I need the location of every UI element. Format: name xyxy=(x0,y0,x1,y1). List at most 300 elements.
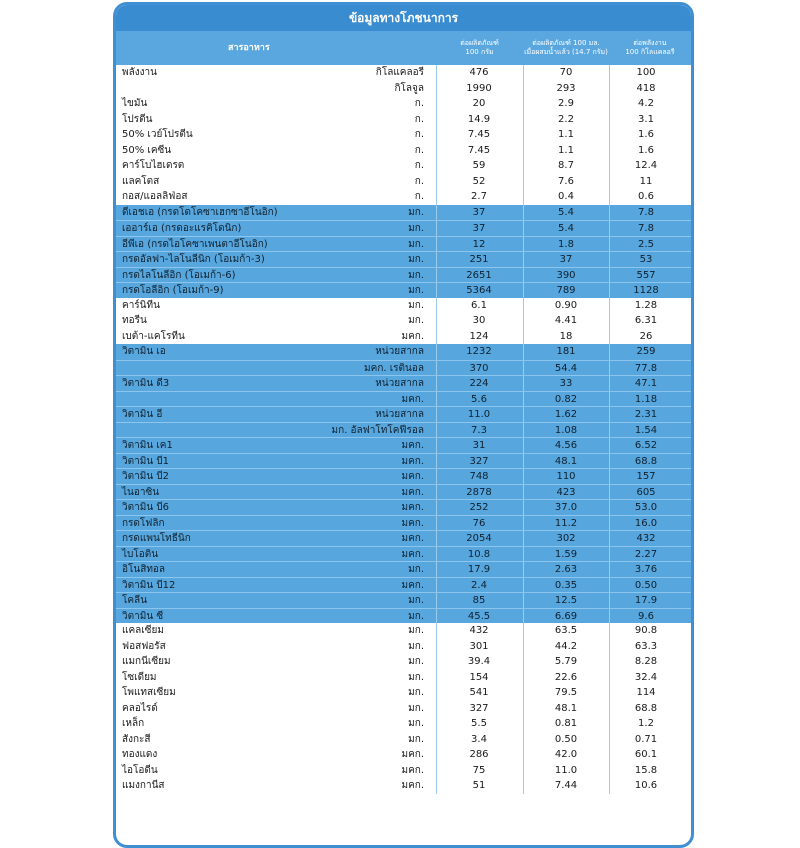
value-per-100ml: 1.59 xyxy=(554,548,578,560)
header-per-100kcal xyxy=(609,31,691,65)
nutrient-name: แมงกานีส xyxy=(122,780,165,791)
column-divider xyxy=(523,438,524,453)
column-divider xyxy=(609,174,610,190)
column-divider xyxy=(609,313,610,329)
value-per-100g: 5.5 xyxy=(471,718,487,729)
table-row xyxy=(116,236,691,252)
column-divider xyxy=(523,562,524,577)
value-per-100g: 124 xyxy=(469,330,489,342)
value-per-100g: 327 xyxy=(469,455,489,467)
column-divider xyxy=(609,65,610,81)
value-per-100g: 7.3 xyxy=(471,424,487,436)
value-per-100kcal: 1.28 xyxy=(634,299,658,311)
value-per-100ml: 1.62 xyxy=(554,409,578,420)
value-per-100kcal: 1.6 xyxy=(638,144,654,156)
column-divider xyxy=(436,158,437,174)
column-divider xyxy=(436,189,437,205)
nutrient-unit: มก. xyxy=(408,610,424,622)
table-row xyxy=(116,639,691,655)
nutrient-unit: มก. xyxy=(408,718,424,729)
table-row xyxy=(116,546,691,562)
nutrient-name: โปรตีน xyxy=(122,113,153,125)
nutrient-name: แมกนีเซียม xyxy=(122,656,171,667)
value-per-100ml: 7.6 xyxy=(558,175,574,187)
header-col2-line2: เมื่อผสมน้ำแล้ว (14.7 กรัม) xyxy=(524,48,608,56)
value-per-100kcal: 7.8 xyxy=(638,206,654,218)
nutrient-unit: มคก. เรตินอล xyxy=(364,362,424,374)
column-divider xyxy=(436,268,437,283)
column-divider xyxy=(436,670,437,686)
panel-title: ข้อมูลทางโภชนาการ xyxy=(116,5,691,31)
value-per-100ml: 110 xyxy=(556,471,576,482)
value-per-100g: 20 xyxy=(472,98,486,109)
value-per-100ml: 11.0 xyxy=(554,764,578,776)
column-divider xyxy=(523,392,524,407)
value-per-100ml: 0.82 xyxy=(554,393,578,405)
nutrient-name: ดีเอชเอ (กรดโดโคซาเฮกซาอีโนอิก) xyxy=(122,206,278,218)
nutrient-name: กรดแพนโทธีนิก xyxy=(122,533,191,544)
column-divider xyxy=(436,298,437,314)
table-row xyxy=(116,329,691,345)
column-divider xyxy=(609,112,610,128)
nutrient-unit: มก. xyxy=(408,269,424,281)
nutrient-unit: ก. xyxy=(414,191,424,202)
table-row xyxy=(116,685,691,701)
nutrient-unit: มก. xyxy=(408,595,424,606)
column-divider xyxy=(609,438,610,453)
column-divider xyxy=(609,531,610,546)
column-divider xyxy=(523,81,524,97)
table-row xyxy=(116,143,691,159)
column-divider xyxy=(609,685,610,701)
value-per-100ml: 70 xyxy=(559,67,573,78)
value-per-100g: 37 xyxy=(472,206,486,218)
column-divider xyxy=(523,716,524,732)
nutrient-unit: มก. xyxy=(408,254,424,265)
nutrient-unit: ก. xyxy=(414,129,424,140)
column-divider xyxy=(523,701,524,717)
column-divider xyxy=(523,639,524,655)
column-divider xyxy=(609,516,610,531)
column-divider xyxy=(609,547,610,562)
column-divider xyxy=(436,329,437,345)
nutrient-name: อิโนสิทอล xyxy=(122,564,166,575)
column-divider xyxy=(436,623,437,639)
column-divider xyxy=(523,732,524,748)
column-divider xyxy=(436,252,437,267)
nutrient-unit: มก. อัลฟาโทโคฟีรอล xyxy=(331,424,424,436)
value-per-100ml: 5.4 xyxy=(558,223,574,234)
value-per-100g: 39.4 xyxy=(467,656,491,667)
column-divider xyxy=(609,344,610,360)
column-divider xyxy=(523,344,524,360)
table-row xyxy=(116,561,691,577)
table-row xyxy=(116,747,691,763)
column-divider xyxy=(609,500,610,515)
value-per-100kcal: 1.18 xyxy=(634,393,658,405)
column-divider xyxy=(436,578,437,593)
value-per-100ml: 789 xyxy=(556,285,576,296)
value-per-100kcal: 0.50 xyxy=(634,579,658,591)
column-divider xyxy=(609,283,610,298)
value-per-100kcal: 10.6 xyxy=(634,780,658,791)
value-per-100ml: 8.7 xyxy=(558,160,574,171)
column-divider xyxy=(523,623,524,639)
value-per-100ml: 63.5 xyxy=(554,625,578,636)
value-per-100ml: 2.63 xyxy=(554,564,578,575)
nutrient-name: สังกะสี xyxy=(122,733,151,745)
value-per-100ml: 1.8 xyxy=(558,238,574,250)
table-row xyxy=(116,174,691,190)
value-per-100kcal: 12.4 xyxy=(634,160,658,171)
value-per-100ml: 37.0 xyxy=(554,502,578,513)
value-per-100ml: 11.2 xyxy=(554,517,578,529)
value-per-100kcal: 17.9 xyxy=(634,595,658,606)
column-divider xyxy=(523,763,524,779)
table-row xyxy=(116,623,691,639)
table-row xyxy=(116,282,691,298)
value-per-100kcal: 53 xyxy=(639,254,653,265)
column-divider xyxy=(523,268,524,283)
header-col1-line2: 100 กรัม xyxy=(465,48,494,56)
nutrient-name: วิตามิน เค1 xyxy=(122,440,173,451)
value-per-100kcal: 6.52 xyxy=(634,440,658,451)
table-row xyxy=(116,112,691,128)
nutrient-name: ไนอาซิน xyxy=(122,486,160,498)
nutrient-unit: มคก. xyxy=(401,330,424,342)
value-per-100g: 76 xyxy=(472,517,486,529)
value-per-100ml: 7.44 xyxy=(554,780,578,791)
header-per-100g xyxy=(436,31,523,65)
value-per-100g: 2878 xyxy=(466,486,492,498)
value-per-100g: 2.4 xyxy=(471,579,487,591)
column-divider xyxy=(523,237,524,252)
column-divider xyxy=(523,654,524,670)
column-divider xyxy=(523,158,524,174)
column-divider xyxy=(436,609,437,624)
value-per-100ml: 4.41 xyxy=(554,315,578,326)
value-per-100g: 7.45 xyxy=(467,129,491,140)
nutrient-name: เหล็ก xyxy=(122,718,145,729)
column-divider xyxy=(609,593,610,608)
column-divider xyxy=(523,500,524,515)
table-row xyxy=(116,654,691,670)
nutrient-table-body xyxy=(116,65,691,794)
value-per-100ml: 6.69 xyxy=(554,610,578,622)
column-divider xyxy=(609,268,610,283)
column-divider xyxy=(609,96,610,112)
nutrient-unit: มก. xyxy=(408,702,424,714)
value-per-100g: 286 xyxy=(469,749,489,760)
nutrient-name: พลังงาน xyxy=(122,67,157,78)
nutrient-name: คาร์นิทีน xyxy=(122,299,160,311)
value-per-100ml: 0.90 xyxy=(554,299,578,311)
value-per-100kcal: 11 xyxy=(639,175,653,187)
column-divider xyxy=(436,127,437,143)
value-per-100ml: 302 xyxy=(556,533,576,544)
value-per-100ml: 37 xyxy=(559,254,573,265)
value-per-100ml: 2.9 xyxy=(558,98,574,109)
table-row xyxy=(116,81,691,97)
nutrient-unit: มก. xyxy=(408,564,424,575)
table-header xyxy=(116,31,691,65)
nutrient-unit: กิโลแคลอรี xyxy=(375,67,424,78)
column-divider xyxy=(436,361,437,376)
nutrient-name: กรดอัลฟา-ไลโนลีนิก (โอเมก้า-3) xyxy=(122,254,265,265)
nutrient-name: 50% เคซีน xyxy=(122,144,172,156)
nutrient-unit: มก. xyxy=(408,223,424,234)
table-row xyxy=(116,267,691,283)
value-per-100g: 51 xyxy=(472,780,486,791)
column-divider xyxy=(609,252,610,267)
nutrient-unit: มคก. xyxy=(401,533,424,544)
value-per-100kcal: 3.1 xyxy=(638,113,654,125)
nutrient-unit: มก. xyxy=(408,299,424,311)
column-divider xyxy=(436,547,437,562)
nutrient-name: 50% เวย์โปรตีน xyxy=(122,129,193,140)
table-row xyxy=(116,701,691,717)
column-divider xyxy=(523,685,524,701)
column-divider xyxy=(523,221,524,236)
value-per-100kcal: 418 xyxy=(636,82,656,94)
value-per-100g: 45.5 xyxy=(467,610,491,622)
column-divider xyxy=(436,531,437,546)
value-per-100kcal: 77.8 xyxy=(634,362,658,374)
nutrient-name: ทองแดง xyxy=(122,749,158,760)
value-per-100kcal: 1128 xyxy=(633,285,659,296)
nutrient-name: กอส/แอลลิฟ่อส xyxy=(122,191,188,202)
value-per-100g: 52 xyxy=(472,175,486,187)
value-per-100kcal: 432 xyxy=(636,533,656,544)
value-per-100ml: 4.56 xyxy=(554,440,578,451)
value-per-100ml: 79.5 xyxy=(554,687,578,698)
nutrient-name: โคลีน xyxy=(122,595,148,606)
column-divider xyxy=(609,158,610,174)
column-divider xyxy=(523,298,524,314)
nutrient-unit: มคก. xyxy=(401,393,424,405)
table-row xyxy=(116,422,691,438)
value-per-100g: 85 xyxy=(472,595,486,606)
value-per-100ml: 18 xyxy=(559,330,573,342)
column-divider xyxy=(523,361,524,376)
table-row xyxy=(116,298,691,314)
column-divider xyxy=(436,313,437,329)
value-per-100kcal: 0.6 xyxy=(638,191,654,202)
table-row xyxy=(116,484,691,500)
column-divider xyxy=(436,516,437,531)
value-per-100g: 5364 xyxy=(466,285,492,296)
value-per-100kcal: 100 xyxy=(636,67,656,78)
value-per-100g: 59 xyxy=(472,160,486,171)
value-per-100ml: 390 xyxy=(556,269,576,281)
column-divider xyxy=(609,81,610,97)
column-divider xyxy=(436,205,437,221)
column-divider xyxy=(523,329,524,345)
column-divider xyxy=(609,747,610,763)
header-col3-line1: ต่อพลังงาน xyxy=(633,39,667,47)
column-divider xyxy=(523,516,524,531)
nutrient-unit: มก. xyxy=(408,625,424,636)
value-per-100g: 2054 xyxy=(466,533,492,544)
nutrient-unit: มก. xyxy=(408,640,424,652)
table-row xyxy=(116,670,691,686)
value-per-100kcal: 2.5 xyxy=(638,238,654,250)
value-per-100ml: 1.08 xyxy=(554,424,578,436)
column-divider xyxy=(523,778,524,794)
table-row xyxy=(116,158,691,174)
value-per-100ml: 0.4 xyxy=(558,191,574,202)
value-per-100kcal: 1.6 xyxy=(638,129,654,140)
value-per-100g: 1232 xyxy=(466,346,492,357)
column-divider xyxy=(436,747,437,763)
header-nutrient xyxy=(116,31,456,65)
value-per-100kcal: 68.8 xyxy=(634,702,658,714)
column-divider xyxy=(436,469,437,484)
column-divider xyxy=(436,593,437,608)
column-divider xyxy=(436,65,437,81)
value-per-100g: 432 xyxy=(469,625,489,636)
nutrient-name: กรดโอลีอิก (โอเมก้า-9) xyxy=(122,285,224,296)
value-per-100kcal: 6.31 xyxy=(634,315,658,326)
nutrient-name: วิตามิน บี2 xyxy=(122,471,170,482)
value-per-100kcal: 26 xyxy=(639,330,653,342)
table-row xyxy=(116,437,691,453)
column-divider xyxy=(609,237,610,252)
value-per-100ml: 0.35 xyxy=(554,579,578,591)
column-divider xyxy=(436,485,437,500)
column-divider xyxy=(609,639,610,655)
value-per-100g: 3.4 xyxy=(471,733,487,745)
value-per-100ml: 2.2 xyxy=(558,113,574,125)
value-per-100ml: 293 xyxy=(556,82,576,94)
column-divider xyxy=(523,313,524,329)
table-row xyxy=(116,375,691,391)
header-per-100ml xyxy=(523,31,609,65)
value-per-100g: 301 xyxy=(469,640,489,652)
value-per-100kcal: 47.1 xyxy=(634,378,658,389)
column-divider xyxy=(609,670,610,686)
table-row xyxy=(116,251,691,267)
table-row xyxy=(116,515,691,531)
value-per-100ml: 0.50 xyxy=(554,733,578,745)
header-col1-line1: ต่อผลิตภัณฑ์ xyxy=(460,39,499,47)
column-divider xyxy=(609,654,610,670)
column-divider xyxy=(436,143,437,159)
nutrient-unit: มคก. xyxy=(401,502,424,513)
column-divider xyxy=(609,701,610,717)
value-per-100ml: 33 xyxy=(559,378,573,389)
column-divider xyxy=(609,392,610,407)
column-divider xyxy=(609,763,610,779)
column-divider xyxy=(609,716,610,732)
value-per-100ml: 22.6 xyxy=(554,671,578,683)
column-divider xyxy=(523,469,524,484)
nutrient-name: อีพีเอ (กรดไอโคซาเพนตาอีโนอิก) xyxy=(122,238,268,250)
nutrient-name: เบต้า-แคโรทีน xyxy=(122,330,185,342)
nutrient-name: แคลเซียม xyxy=(122,625,164,636)
value-per-100ml: 5.79 xyxy=(554,656,578,667)
column-divider xyxy=(436,438,437,453)
table-row xyxy=(116,406,691,422)
table-row xyxy=(116,313,691,329)
column-divider xyxy=(436,685,437,701)
value-per-100kcal: 3.76 xyxy=(634,564,658,575)
table-row xyxy=(116,763,691,779)
column-divider xyxy=(436,392,437,407)
nutrient-name: โซเดียม xyxy=(122,671,157,683)
value-per-100kcal: 2.31 xyxy=(634,409,658,420)
nutrient-name: กรดไลโนลีอิก (โอเมก้า-6) xyxy=(122,269,236,281)
column-divider xyxy=(523,670,524,686)
column-divider xyxy=(436,763,437,779)
column-divider xyxy=(609,221,610,236)
nutrient-name: ทอรีน xyxy=(122,315,147,326)
column-divider xyxy=(609,485,610,500)
value-per-100kcal: 605 xyxy=(636,486,656,498)
column-divider xyxy=(436,454,437,469)
column-divider xyxy=(523,531,524,546)
nutrient-name: วิตามิน บี6 xyxy=(122,502,170,513)
nutrient-unit: มคก. xyxy=(401,471,424,482)
value-per-100kcal: 53.0 xyxy=(634,502,658,513)
column-divider xyxy=(523,112,524,128)
nutrient-unit: มคก. xyxy=(401,764,424,776)
nutrient-name: แลคโตส xyxy=(122,175,160,187)
column-divider xyxy=(609,609,610,624)
value-per-100ml: 0.81 xyxy=(554,718,578,729)
nutrient-name: โพแทสเซียม xyxy=(122,687,176,698)
nutrient-unit: มคก. xyxy=(401,486,424,498)
value-per-100g: 37 xyxy=(472,223,486,234)
table-row xyxy=(116,391,691,407)
column-divider xyxy=(523,252,524,267)
nutrient-name: วิตามิน อี xyxy=(122,409,163,420)
nutrient-unit: มคก. xyxy=(401,548,424,560)
value-per-100g: 31 xyxy=(472,440,486,451)
column-divider xyxy=(523,454,524,469)
nutrition-facts-panel xyxy=(113,2,694,848)
value-per-100ml: 48.1 xyxy=(554,455,578,467)
column-divider xyxy=(609,732,610,748)
nutrient-unit: มคก. xyxy=(401,749,424,760)
value-per-100kcal: 7.8 xyxy=(638,223,654,234)
column-divider xyxy=(609,407,610,422)
column-divider xyxy=(523,143,524,159)
table-row xyxy=(116,468,691,484)
column-divider xyxy=(523,578,524,593)
column-divider xyxy=(436,112,437,128)
value-per-100kcal: 60.1 xyxy=(634,749,658,760)
column-divider xyxy=(436,81,437,97)
nutrient-unit: หน่วยสากล xyxy=(375,346,424,357)
column-divider xyxy=(523,376,524,391)
value-per-100kcal: 157 xyxy=(636,471,656,482)
nutrient-name: กรดโฟลิก xyxy=(122,517,165,529)
value-per-100g: 5.6 xyxy=(471,393,487,405)
value-per-100ml: 1.1 xyxy=(558,144,574,156)
value-per-100ml: 1.1 xyxy=(558,129,574,140)
value-per-100kcal: 114 xyxy=(636,687,656,698)
column-divider xyxy=(436,221,437,236)
column-divider xyxy=(523,747,524,763)
table-row xyxy=(116,96,691,112)
column-divider xyxy=(523,609,524,624)
table-row xyxy=(116,530,691,546)
nutrient-unit: มก. xyxy=(408,285,424,296)
table-row xyxy=(116,65,691,81)
nutrient-unit: ก. xyxy=(414,144,424,156)
nutrient-unit: มคก. xyxy=(401,780,424,791)
